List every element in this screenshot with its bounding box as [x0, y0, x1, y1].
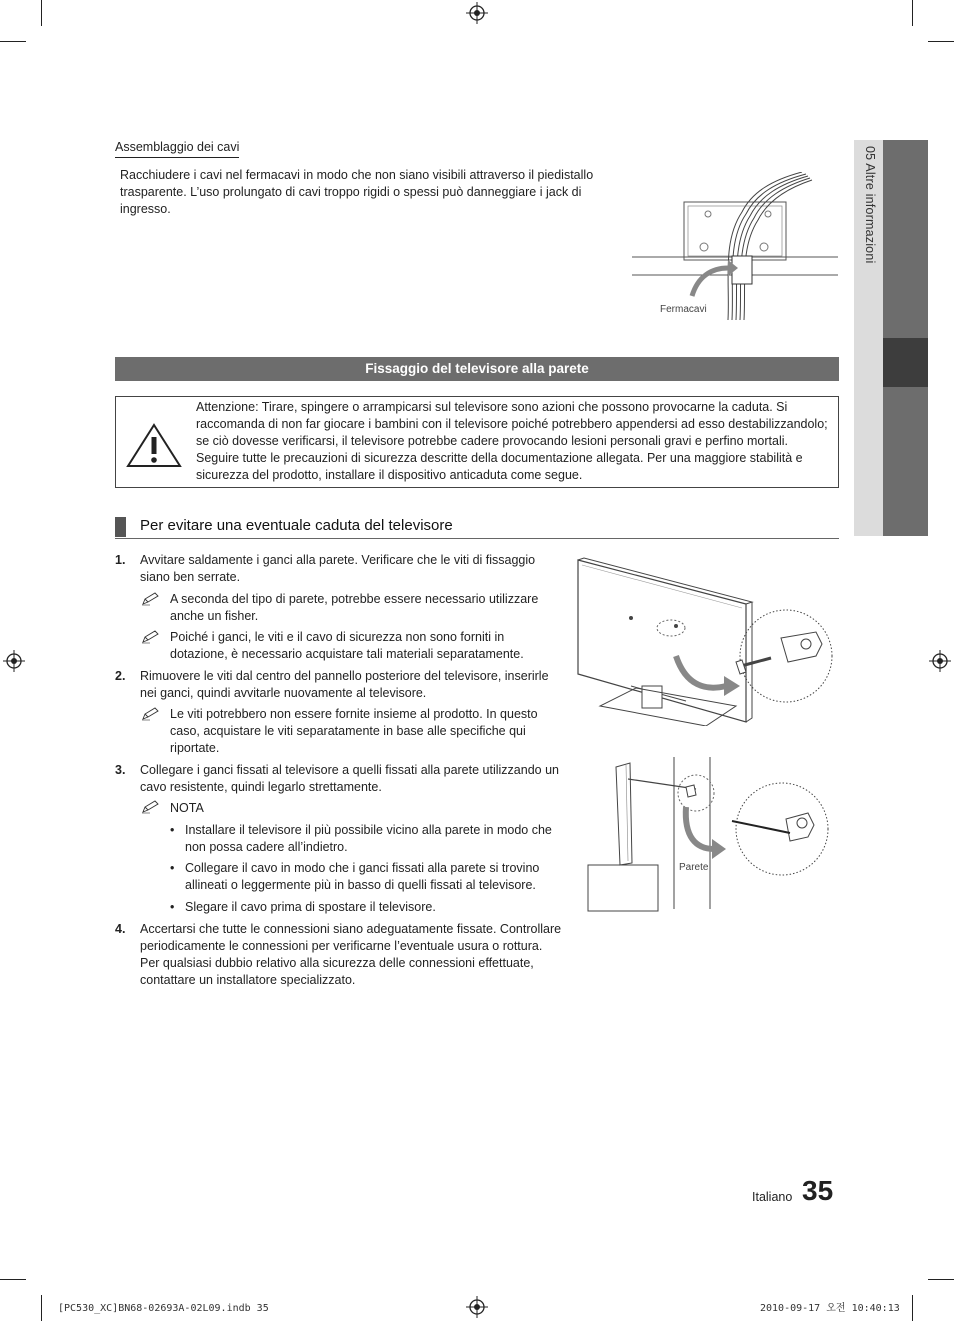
- registration-mark-icon: [466, 2, 488, 24]
- crop-mark: [928, 1279, 954, 1280]
- warning-text: [196, 399, 832, 484]
- crop-mark: [41, 0, 42, 26]
- footer-language: Italiano: [752, 1190, 793, 1204]
- registration-mark-icon: [466, 1296, 488, 1318]
- wall-mount-illustration: [586, 757, 834, 913]
- crop-mark: [41, 1295, 42, 1321]
- crop-mark: [912, 0, 913, 26]
- crop-mark: [912, 1295, 913, 1321]
- bullet-text: Slegare il cavo prima di spostare il televisore.: [185, 900, 436, 914]
- subsection-title: Per evitare una eventuale caduta del televisore: [140, 517, 453, 534]
- note-pencil-icon: [141, 800, 161, 814]
- step-number: 3.: [115, 763, 126, 777]
- print-slug-left: [PC530_XC]BN68-02693A-02L09.indb 35: [58, 1303, 269, 1314]
- step-text: Accertarsi che tutte le connessioni siano adeguatamente fissate. Controllare periodicamente le connessioni per verificarne l’eventuale usura o rottura. Per qualsiasi dubbio relativo alla sicurezza delle connessioni effettuate, contattare un installatore specializzato.: [140, 922, 562, 987]
- tv-back-illustration: [576, 556, 834, 726]
- warning-label: Attenzione: [196, 400, 256, 414]
- subsection-heading: [115, 515, 839, 539]
- note-pencil-icon: [141, 630, 161, 644]
- step-number: 2.: [115, 669, 126, 683]
- section-title: Fissaggio del televisore alla parete: [115, 357, 839, 381]
- warning-body: : Tirare, spingere o arrampicarsi sul televisore sono azioni che possono provocarne la caduta. Si raccomanda di non far giocare i bambini con il televisore poiché potrebbero appendersi ad esso destabilizzandolo; se ciò dovesse verificarsi, il televisore potrebbe cadere provocando lesioni personali gravi e perfino mortali. Seguire tutte le precauzioni di sicurezza descritte della documentazione allegata. Per una maggiore stabilità e sicurezza del prodotto, installare il dispositivo anticaduta come segue.: [196, 400, 828, 482]
- step-text: Rimuovere le viti dal centro del pannello posteriore del televisore, inserirle nei ganci, quindi avvitarle nuovamente al televisore.: [140, 669, 549, 700]
- registration-mark-icon: [929, 650, 951, 672]
- step-note: A seconda del tipo di parete, potrebbe essere necessario utilizzare anche un fisher.: [170, 592, 539, 623]
- bullet-marker: •: [170, 823, 175, 837]
- note-label: NOTA: [170, 801, 204, 815]
- step-text: Collegare i ganci fissati al televisore a quelli fissati alla parete utilizzando un cavo resistente, quindi legarlo strettamente.: [140, 763, 559, 794]
- note-pencil-icon: [141, 707, 161, 721]
- cable-holder-illustration: [632, 172, 838, 322]
- cable-assembly-title: Assemblaggio dei cavi: [115, 139, 239, 158]
- crop-mark: [0, 1279, 26, 1280]
- bullet-text: Collegare il cavo in modo che i ganci fissati alla parete si trovino allineati o leggermente più in basso di quelli fissati al televisore.: [185, 861, 540, 892]
- side-tab-label: 05 Altre informazioni: [863, 146, 877, 264]
- bullet-marker: •: [170, 900, 175, 914]
- cable-holder-label: Fermacavi: [660, 304, 707, 315]
- warning-triangle-icon: [126, 423, 182, 468]
- bullet-marker: •: [170, 861, 175, 875]
- bullet-text: Installare il televisore il più possibile vicino alla parete in modo che non possa cadere all’indietro.: [185, 823, 552, 854]
- crop-mark: [0, 41, 26, 42]
- heading-marker: [115, 517, 126, 537]
- print-slug-right: 2010-09-17 오전 10:40:13: [760, 1303, 900, 1314]
- note-pencil-icon: [141, 592, 161, 606]
- step-number: 4.: [115, 922, 126, 936]
- registration-mark-icon: [3, 650, 25, 672]
- step-note: Poiché i ganci, le viti e il cavo di sicurezza non sono forniti in dotazione, è necessario acquistare tali materiali separatamente.: [170, 630, 524, 661]
- page-number: 35: [802, 1175, 834, 1206]
- warning-box: [115, 396, 839, 488]
- step-number: 1.: [115, 553, 126, 567]
- side-tab-active-marker: [883, 338, 928, 387]
- step-note: Le viti potrebbero non essere fornite insieme al prodotto. In questo caso, acquistare le viti separatamente in base alle specifiche qui riportate.: [170, 707, 538, 755]
- wall-label: Parete: [679, 862, 709, 873]
- crop-mark: [928, 41, 954, 42]
- cable-assembly-text: Racchiudere i cavi nel fermacavi in modo che non siano visibili attraverso il piedistallo trasparente. L’uso prolungato di cavi troppo rigidi o spessi può danneggiare i jack di ingresso.: [120, 168, 594, 216]
- step-text: Avvitare saldamente i ganci alla parete. Verificare che le viti di fissaggio siano ben serrate.: [140, 553, 536, 584]
